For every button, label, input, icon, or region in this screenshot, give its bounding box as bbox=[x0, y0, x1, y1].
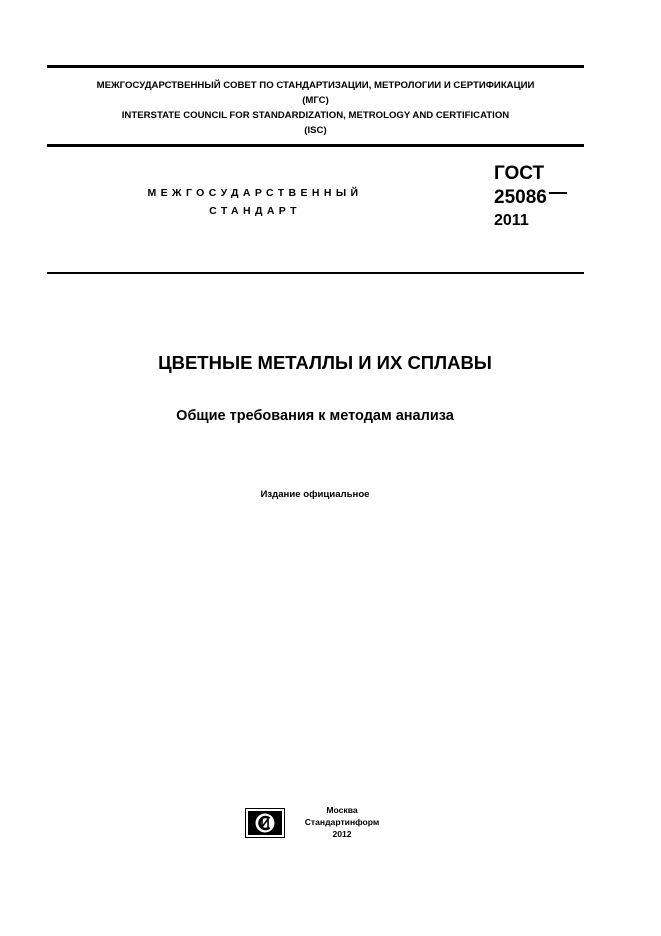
council-header bbox=[47, 78, 584, 138]
document-subtitle: Общие требования к методам анализа bbox=[176, 408, 454, 424]
gost-number-row bbox=[494, 186, 567, 210]
council-abbr-en: (ISC) bbox=[304, 125, 327, 136]
standard-type-line2: СТАНДАРТ bbox=[209, 205, 301, 217]
gost-label: ГОСТ bbox=[494, 163, 545, 184]
publisher-city: Москва bbox=[326, 805, 358, 815]
middle-rule bbox=[47, 144, 584, 147]
council-abbr-ru: (МГС) bbox=[302, 95, 329, 106]
logo-graphic bbox=[245, 808, 285, 838]
publisher-block bbox=[292, 804, 392, 840]
publisher-year: 2012 bbox=[332, 829, 352, 839]
gost-number: 25086 bbox=[494, 187, 547, 208]
document-title: ЦВЕТНЫЕ МЕТАЛЛЫ И ИХ СПЛАВЫ bbox=[158, 352, 492, 373]
council-name-ru: МЕЖГОСУДАРСТВЕННЫЙ СОВЕТ ПО СТАНДАРТИЗАЦИИ, МЕТРОЛОГИИ И СЕРТИФИКАЦИИ bbox=[96, 80, 535, 91]
gost-designation bbox=[494, 162, 567, 232]
bottom-rule bbox=[47, 272, 584, 274]
standard-type-line1: МЕЖГОСУДАРСТВЕННЫЙ bbox=[147, 187, 363, 199]
edition-label: Издание официальное bbox=[260, 489, 370, 500]
gost-dash bbox=[549, 192, 567, 194]
council-name-en: INTERSTATE COUNCIL FOR STANDARDIZATION, METROLOGY AND CERTIFICATION bbox=[121, 110, 510, 121]
standard-type bbox=[120, 184, 390, 220]
publisher-name: Стандартинформ bbox=[304, 817, 380, 827]
gost-year: 2011 bbox=[494, 212, 529, 229]
top-rule bbox=[47, 65, 584, 68]
standartinform-logo-icon bbox=[245, 808, 285, 838]
